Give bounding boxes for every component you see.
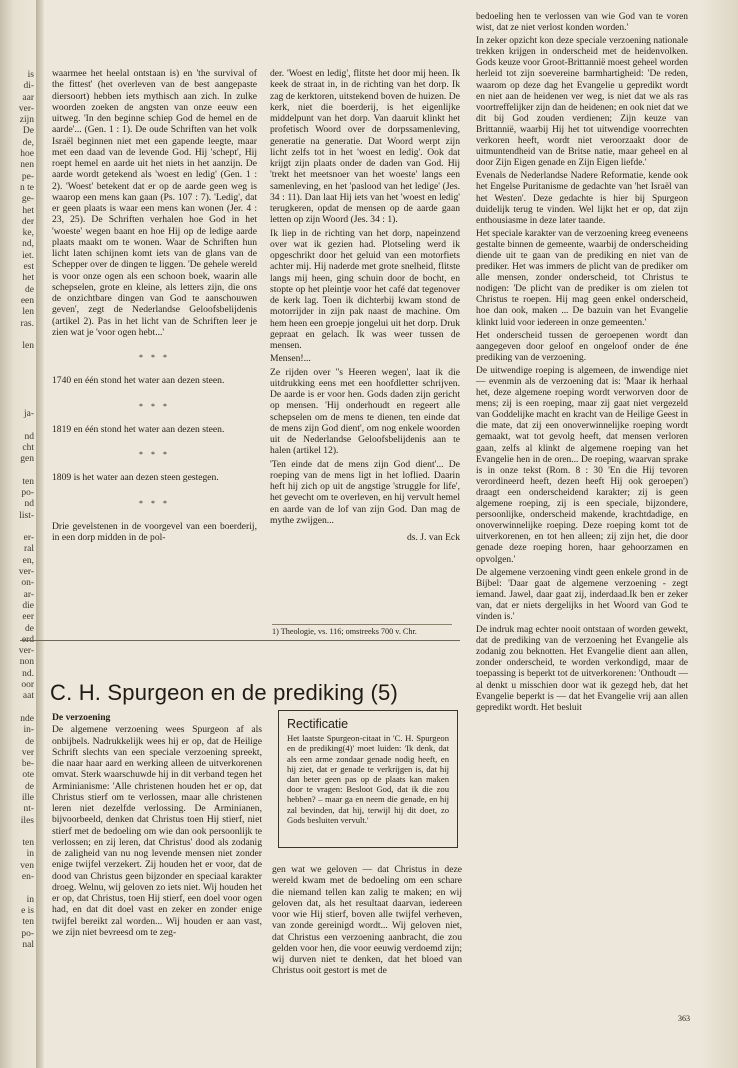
edge-fragment: ote [22,770,34,781]
edge-fragment: ar- [23,589,34,600]
column-5-text [272,864,462,977]
edge-fragment [0,420,34,431]
edge-fragment: ja- [23,408,34,419]
paragraph: Mensen!... [270,353,311,365]
edge-fragment: oor [21,680,34,691]
edge-fragment: non [19,657,34,668]
edge-fragment: ras. [20,318,34,329]
column-1 [52,68,257,543]
paragraph: De uitwendige roeping is algemeen, de inwendige niet — evenmin als de verzoening dat is: 'Maar ik herhaal het, deze algemene roeping wordt verworven door de mens; zij is een roeping, maar zij gaat niet vergezeld van Goddelijke macht en kracht van de Heilige Geest in die mate, dat zij een onoverwinnelijke roeping wordt gemaakt, wat tot gevolg heeft, dat mensen verloren gaan, zelfs al klinkt de algemene roeping van het Evangelie hen in de oren... De roeping, waarvan sprake is in onze tekst (Rom. 8 : 30 'En die Hij tevoren verordineerd heeft, dezen heeft Hij ook geroepen') draagt een onderscheidend karakter; zij is geen algemene roeping, zij is een speciale, bijzondere, persoonlijke, onderscheid makende, krachtdadige, en onoverwinnelijke roeping. Deze roeping komt tot de uitverkorenen, en tot hen alleen; zij zijn het, die door genade deze roeping horen, haar gehoorzamen en opvolgen.' [476,365,688,565]
column-2 [270,68,460,543]
edge-fragment: ten [22,917,34,928]
edge-fragment [0,398,34,409]
edge-fragment: nd [24,499,34,510]
edge-fragment: hoe [20,149,34,160]
edge-fragment: list- [19,510,34,521]
column-1-text [52,68,257,338]
paragraph: der. 'Woest en ledig', flitste het door mij heen. Ik keek de straat in, in de richting van het dorp. Ik zag de kerktoren, uitstekend boven de huizen. De kerk, niet die boerderij, is het eigenlijke middelpunt van het dorp. Van daaruit klinkt het profetisch Woord over de dorpssamenleving, generatie na generatie. Dat Woord werpt zijn licht zelfs tot in het 'woest en ledig'. Ook dat krijgt zijn plaats onder de daden van God. Hij 'trekt het meetsnoer van het woeste' langs een samenleving, en het 'paslood van het ledige' (Jes. 34 : 11). Dan laat Hij iets van het 'woest en ledig' terugkeren, opdat de mensen op de aarde gaan letten op zijn Woord (Jes. 34 : 1). [270,68,460,226]
edge-fragment: erd [21,634,34,645]
paragraph: Het speciale karakter van de verzoening kreeg eveneens gestalte binnen de gemeente, waarbij de onderscheiding diende uit te gaan van de prediking en niet van de prediker. Het was immers de plicht van de prediker om alle mensen, zonder onderscheid, tot Christus te nodigen: 'De plicht van de prediker is om zielen tot Christus te roepen. Hij mag geen enkel onderscheid, hoe dan ook, maken ... De bazuin van het Evangelie klinkt luid voor iedereen in onze gemeenten.' [476,228,688,328]
edge-fragment [0,883,34,894]
edge-fragment: De [22,126,34,137]
edge-fragment [0,522,34,533]
page-number: 363 [678,1014,690,1023]
paragraph: bedoeling hen te verlossen van wie God van te voren wist, dat ze niet verlost konden worden.' [476,12,688,34]
edge-fragment: nal [22,939,34,950]
separator-stars: * * * [139,498,170,508]
edge-fragment: iles [20,815,34,826]
edge-fragment [0,375,34,386]
edge-fragment [0,386,34,397]
rectification-box [278,710,458,848]
edge-fragment: po- [21,928,34,939]
edge-fragment: ten [22,476,34,487]
edge-fragment: ver [21,747,34,758]
edge-fragment: zijn [19,115,34,126]
paragraph: In zeker opzicht kon deze speciale verzoening nationale trekken krijgen in onderscheid met de heidenvolken. Gods keuze voor Groot-Brittannië moest geheel worden herleid tot zijn soevereine barmhartigheid: 'De reden, waarom op deze dag het Evangelie u gepredikt wordt en niet aan de heidenen ver weg, is niet dat we als ras voortreffelijker zijn dan de heidenen; en ook niet dat we dit bij God zouden verdienen; Zijn keuze van Brittannië, waarbij Hij het tot uitwendige voorrechten verkoren heeft, wordt niet veroorzaakt door de uitmuntendheid van de Britse natie, maar geheel en al door Zijn Eigen genade en Zijn Eigen liefde.' [476,36,688,169]
edge-fragment: de [25,781,34,792]
edge-fragment: di- [23,81,34,92]
edge-fragment: ver- [18,103,34,114]
edge-fragment: on- [21,578,34,589]
edge-fragment: n te [20,182,34,193]
separator-stars: * * * [139,353,170,362]
edge-fragment [0,465,34,476]
paragraph: Het onderscheid tussen de geroepenen wordt dan aangegeven door geloof en ongeloof onder de éne prediking van de verzoening. [476,330,688,363]
author-signature: ds. J. van Eck [406,532,460,543]
edge-fragment: nen [20,160,34,171]
edge-fragment: de [25,736,34,747]
box-text: Het laatste Spurgeon-citaat in 'C. H. Spurgeon en de prediking(4)' moet luiden: 'Ik denk, dat als een arme zondaar genade nodig heeft, en hij ziet, dat er genade te verkrijgen is, dat hij dan beter geen pas op de plaats kan maken door te vragen: Besloot God, dat ik die zou hebben? – maar ga en neem die genade, en hij zal bevinden, dat hij, terwijl hij dit doet, zo Gods besluiten vervult.' [287,733,449,825]
edge-fragment: iet. [22,250,34,261]
column-4 [52,712,262,940]
separator-stars: * * * [139,450,170,459]
edge-fragment: er- [23,533,34,544]
edge-fragment: be- [21,759,34,770]
verse-1740: 1740 en één stond het water aan dezen steen. [52,375,225,387]
edge-fragment: ge- [21,194,34,205]
edge-fragment: aar [22,92,34,103]
footnote: 1) Theologie, vs. 116; omstreeks 700 v. Chr. [272,624,452,636]
edge-fragment [0,827,34,838]
edge-fragment: est [23,262,34,273]
paragraph: 'Ten einde dat de mens zijn God dient'... De roeping van de mens ligt in het loflied. Daarin heft hij zich op uit de angstige 'struggle for life', het gevecht om te overleven, en hij vervult hemel en aarde van de lof van zijn God. Dan mag de mythe zwijgen... [270,458,460,526]
binding-gutter [36,0,44,1068]
edge-fragment: len [22,341,34,352]
edge-fragment: po- [21,487,34,498]
edge-fragment: ven [20,860,34,871]
edge-fragment: en, [22,555,34,566]
paragraph: Ze rijden over ''s Heeren wegen', laat ik die uitdrukking eens met een hoofdletter schrijven. De aarde is er voor hen. Gods daden zijn gericht op mensen. 'Hij onderhoudt en regeert alle schepselen om de mens te dienen, ten einde dat de mens zijn God dient', om nog enkele woorden uit de Nederlandse Geloofsbelijdenis aan te halen (artikel 12). [270,366,460,457]
edge-fragment: het [22,205,34,216]
previous-page-edge [0,70,34,951]
separator-stars: * * * [139,401,170,411]
column-3-text [476,12,688,714]
edge-fragment [0,364,34,375]
edge-fragment: cht [22,442,34,453]
edge-fragment: in- [23,725,34,736]
edge-fragment: e is [21,905,34,916]
edge-fragment: ver- [18,567,34,578]
edge-fragment: ten [22,838,34,849]
edge-fragment: een [20,295,34,306]
edge-fragment: is [27,70,34,80]
edge-fragment [0,352,34,363]
column-1-tail: Drie gevelstenen in de voorgevel van een boerderij, in een dorp midden in de pol- [52,520,257,543]
edge-fragment: ver- [18,646,34,657]
edge-fragment: eer [22,612,34,623]
edge-fragment: de, [22,137,34,148]
edge-fragment [0,703,34,714]
edge-fragment: ille [21,793,34,803]
edge-fragment: nd, [22,239,34,250]
edge-fragment: nd [24,431,34,442]
edge-fragment: der [21,216,34,227]
edge-fragment: nt- [23,804,34,815]
verse-1819: 1819 en één stond het water aan dezen steen. [52,423,225,435]
edge-fragment [0,330,34,341]
paragraph: waarmee het heelal ontstaan is) en 'the survival of the fittest' (het overleven van de best aangepaste diersoort) hebben iets mythisch aan zich. In zulke woorden zoeken de angsten van onze eeuw een uitweg. 'In den beginne schiep God de hemel en de aarde'... (Gen. 1 : 1). De oude Schriften van het volk Israël beginnen niet met een gapende leegte, maar met een daad van de levende God. Hij 'schept', Hij roept hemel en aarde uit het niets in het aanzijn. De aarde wordt getekend als 'woest en ledig' (Gen. 1 : 2). 'Woest' betekent dat er op de aarde geen weg is waarop een mens kan gaan (Ps. 107 : 7). 'Ledig', dat er geen plaats is waar een mens kan wonen (Jer. 4 : 23, 25). De Schriften verhalen hoe God in het 'woeste' wegen baant en hoe Hij op de ledige aarde plaats maakt om te wonen. Waar de Schriften hun licht laten schijnen komt iets van de glans van de Schepper over de dingen te liggen. 'De gehele wereld is voor onze ogen als een schoon boek, waarin alle schepselen, grote en kleine, als letters zijn, die ons de onzichtbare dingen van God te aanschouwen geven', zegt de Nederlandse Geloofsbelijdenis (artikel 2). Pas in het licht van de Schriften leer je zien wat je 'voor ogen hebt...' [52,68,257,338]
edge-fragment: het [22,273,34,284]
paragraph: De algemene verzoening vindt geen enkele grond in de Bijbel: 'Daar gaat de algemene verzoening - zegt iemand. Jawel, daar gaat zij, inderdaad.Ik ben er zeker van, dat er niets dergelijks in het Woord van God te vinden is.' [476,567,688,622]
paragraph: gen wat we geloven — dat Christus in deze wereld kwam met de bedoeling om een schare die niemand tellen kan zalig te maken; en wij geloven dat, als het resultaat daarvan, iedereen voor wie Hij stierf, boven alle twijfel verheven, van zonde gereinigd wordt... Wij geloven niet, dat Christus een verzoening aanbracht, die zou gelden voor hen, die voor eeuwig verdoemd zijn; wij durven niet te denken, dat het bloed van Christus ooit gestort is met de [272,864,462,977]
column-3 [476,12,688,716]
edge-fragment: ke, [22,228,34,239]
edge-fragment: in [26,894,34,905]
edge-fragment: len [22,307,34,318]
paragraph: De algemene verzoening wees Spurgeon af als onbijbels. Nadrukkelijk wees hij er op, dat de Heilige Schrift slechts van een speciale verzoening spreekt, die naar haar aard en werking alleen de uitverkorenen omvat. Sterk waarschuwde hij in dit verband tegen het Arminianisme: 'Alle christenen houden het er op, dat Christus stierf om te verlossen, maar alle christenen leren niet dezelfde verlossing. De Arminianen, bijvoorbeeld, denken dat Christus toen Hij stierf, niet stierf met de bedoeling om wie dan ook persoonlijk te verlossen; en zij leren, dat Christus' dood als zodanig de zaligheid van nu nog levende mensen niet zonder enige twijfel verzekert. Zij houden het er voor, dat de dood van Christus geen bijzonder en speciaal karakter droeg. Welnu, wij geloven zo iets niet. Wij houden het er op, dat Christus, toen Hij stierf, een doel voor ogen had, en dat dit doel vast en zeker en zonder enige twijfel bereikt zal worden... Wij houden er aan vast, we zijn niet bevreesd om te zeg- [52,724,262,938]
column-4-text [52,724,262,938]
edge-fragment: de [25,284,34,295]
edge-fragment: aat [22,691,34,702]
edge-fragment: nde [20,713,34,724]
edge-fragment: die [22,600,34,611]
edge-fragment: ral [23,544,34,555]
edge-fragment: pe- [21,171,34,182]
column-2-text [270,68,460,526]
section-rule [20,640,460,641]
article-headline: C. H. Spurgeon en de prediking (5) [50,680,398,705]
column-5 [272,864,462,979]
edge-fragment: en- [21,872,34,883]
edge-fragment: gen [20,454,34,465]
edge-fragment: nd. [22,668,34,679]
paragraph: Ik liep in de richting van het dorp, napeinzend over wat ik gezien had. Plotseling werd ik opgeschrikt door het geluid van een motorfiets achter mij. Hij naderde met grote snelheid, flitste langs mij heen, ging schuin door de bocht, en stopte op het pleintje voor het café dat tegenover de kerk lag. Toen ik dichterbij kwam stond de motorrijder in zijn pak naast de machine. Om hem heen een groepje jongelui uit het dorp. Druk gepraat en gelach. Ik was weer tussen de mensen. [270,227,460,351]
edge-fragment: in [26,849,34,860]
section-subhead: De verzoening [52,712,111,723]
paragraph: De indruk mag echter nooit ontstaan of worden gewekt, dat de prediking van de verzoening het Evangelie als zodanig zou beknotten. Het Evangelie dient aan allen, zonder onderscheid, te worden verkondigd, maar de toepassing is beperkt tot de uitverkorenen: 'Onthoudt — al denkt u misschien door wat ik gezegd heb, dat het Evangelie beperkt is — dat het Evangelie vrij aan allen gepredikt wordt. Het besluit [476,625,688,713]
verse-1809: 1809 is het water aan dezen steen gestegen. [52,472,219,484]
paragraph: Evenals de Nederlandse Nadere Reformatie, kende ook het Engelse Puritanisme de gedachte van 'het Israël van het Westen'. Deze gedachte is hier bij Spurgeon duidelijk terug te vinden. Wel lijkt het er op, dat zijn enthousiasme in deze later taande. [476,171,688,226]
edge-fragment: de [25,623,34,634]
box-title: Rectificatie [287,717,349,731]
